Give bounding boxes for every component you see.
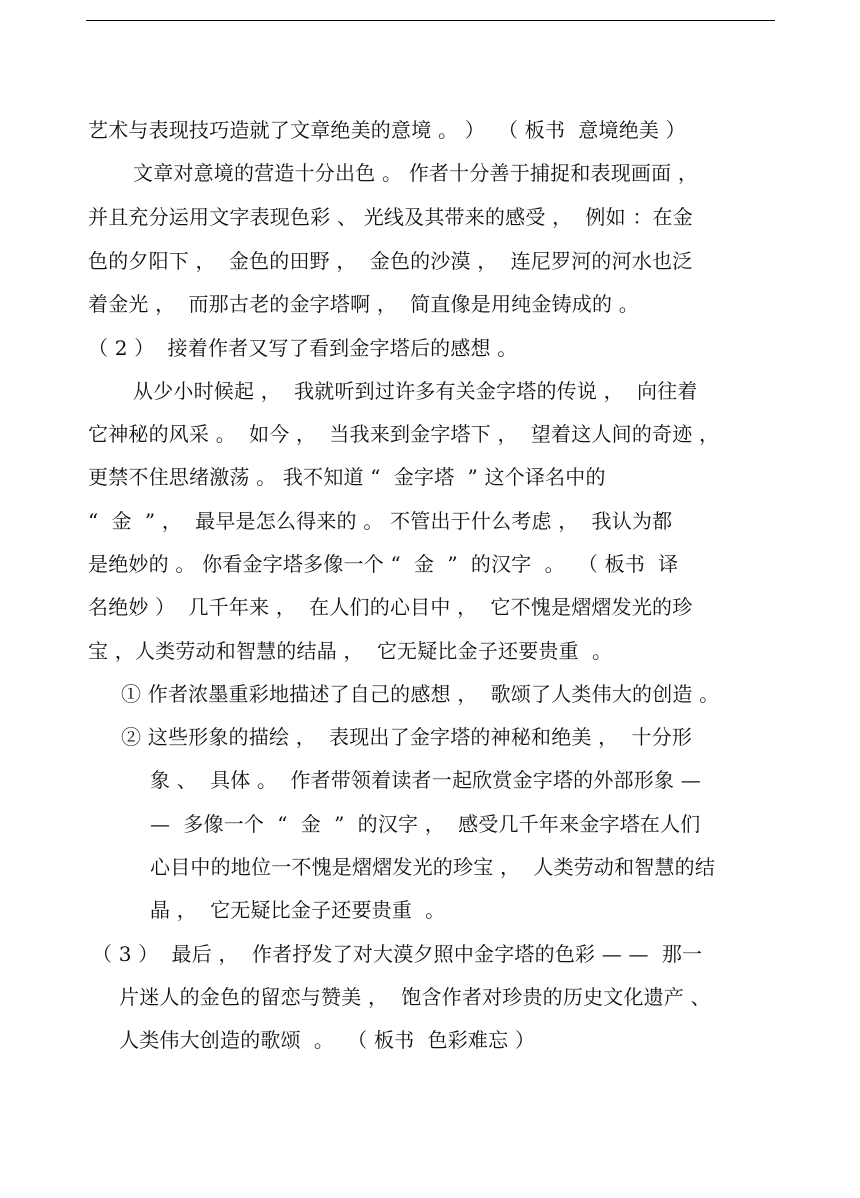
text-line: 并且充分运用文字表现色彩 、 光线及其带来的感受 ， 例如 ：在金 bbox=[88, 205, 693, 229]
text-line: 它神秘的风采 。 如今 ， 当我来到金字塔下 ， 望着这人间的奇迹 ， bbox=[88, 422, 720, 446]
section-heading: （ 3 ） 最后 ， 作者抒发了对大漠夕照中金字塔的色彩 — — 那一 bbox=[92, 942, 703, 966]
numbered-point: ① 作者浓墨重彩地描述了自己的感想 ， 歌颂了人类伟大的创造 。 bbox=[121, 682, 720, 706]
text-line: 宝 ，人类劳动和智慧的结晶 ， 它无疑比金子还要贵重 。 bbox=[88, 639, 613, 663]
text-line: “ 金 ” ， 最早是怎么得来的 。 不管出于什么考虑 ， 我认为都 bbox=[88, 509, 673, 533]
text-line: 更禁不住思绪激荡 。 我不知道 “ 金字塔 ” 这个译名中的 bbox=[88, 465, 606, 489]
text-line: 心目中的地位一不愧是熠熠发光的珍宝 ， 人类劳动和智慧的结 bbox=[150, 855, 716, 879]
text-line: 是绝妙的 。 你看金字塔多像一个 “ 金 ” 的汉字 。 （ 板书 译 bbox=[88, 552, 679, 576]
section-heading: （ 2 ） 接着作者又写了看到金字塔后的感想 。 bbox=[88, 336, 518, 360]
text-line: 人类伟大创造的歌颂 。 （ 板书 色彩难忘 ） bbox=[119, 1028, 536, 1052]
header-rule bbox=[86, 20, 775, 21]
text-line: 名绝妙 ） 几千年来 ， 在人们的心目中 ， 它不愧是熠熠发光的珍 bbox=[88, 595, 693, 619]
text-line: 着金光 ， 而那古老的金字塔啊 ， 简直像是用纯金铸成的 。 bbox=[88, 292, 639, 316]
text-line: 从少小时候起 ， 我就听到过许多有关金字塔的传说 ， 向往着 bbox=[133, 379, 698, 403]
text-line: 象 、 具体 。 作者带领着读者一起欣赏金字塔的外部形象 — bbox=[150, 768, 701, 792]
numbered-point: ② 这些形象的描绘 ， 表现出了金字塔的神秘和绝美 ， 十分形 bbox=[121, 725, 693, 749]
text-line: 色的夕阳下 ， 金色的田野 ， 金色的沙漠 ， 连尼罗河的河水也泛 bbox=[88, 249, 693, 273]
text-line: 文章对意境的营造十分出色 。 作者十分善于捕捉和表现画面 ， bbox=[133, 161, 699, 185]
text-line: 艺术与表现技巧造就了文章绝美的意境 。 ） （ 板书 意境绝美 ） bbox=[88, 118, 686, 142]
text-line: — 多像一个 “ 金 ” 的汉字 ， 感受几千年来金字塔在人们 bbox=[150, 812, 701, 836]
text-line: 片迷人的金色的留恋与赞美 ， 饱含作者对珍贵的历史文化遗产 、 bbox=[119, 985, 711, 1009]
text-line: 晶 ， 它无疑比金子还要贵重 。 bbox=[150, 898, 446, 922]
